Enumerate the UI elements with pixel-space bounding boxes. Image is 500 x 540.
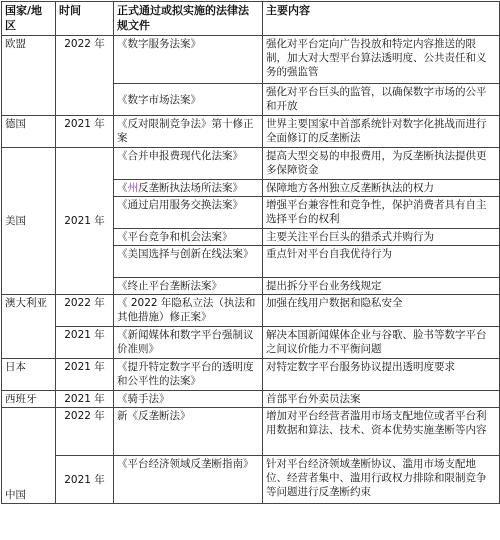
law-us-2-post: 反垄断执法场所法案》 — [138, 182, 243, 194]
year-de: 2021 年 — [56, 116, 114, 148]
content-au-1: 加强在线用户数据和隐私安全 — [263, 295, 500, 327]
law-us-3: 《通过启用服务交换法案》 — [114, 197, 263, 229]
table-row — [2, 295, 500, 327]
law-us-4: 《平台竞争和机会法案》 — [114, 229, 263, 246]
country-de: 德国 — [2, 116, 56, 148]
law-us-2-highlight: 州 — [127, 182, 138, 194]
year-cn-2: 2021 年 — [56, 456, 114, 504]
country-us: 美国 — [2, 148, 56, 295]
content-de: 世界主要国家中首部系统针对数字化挑战而进行全面修订的反垄断法 — [263, 116, 500, 148]
table-row — [2, 116, 500, 148]
law-us-5: 《美国选择与创新在线法案》 — [114, 246, 263, 278]
content-us-2: 保障地方各州独立反垄断执法的权力 — [263, 180, 500, 197]
country-jp: 日本 — [2, 359, 56, 391]
content-us-3: 增强平台兼容性和竞争性，保护消费者具有自主选择平台的权利 — [263, 197, 500, 229]
content-eu-dsa: 强化对平台定向广告投放和特定内容推送的限制，加大对大型平台算法透明度、公共责任和义务的强监管 — [263, 36, 500, 84]
law-au-1: 《 2022 年隐私立法（执法和其他措施）修正案》 — [114, 295, 263, 327]
law-cn-2: 《平台经济领域反垄断指南》 — [114, 456, 263, 504]
law-de: 《反对限制竞争法》第十修正案 — [114, 116, 263, 148]
country-au: 澳大利亚 — [2, 295, 56, 359]
header-laws: 正式通过或拟实施的法律法规文件 — [114, 2, 263, 36]
table-row — [2, 148, 500, 180]
year-au-2: 2021 年 — [56, 327, 114, 359]
table-row — [2, 36, 500, 84]
content-au-2: 解决本国新闻媒体企业与谷歌、脸书等数字平台之间议价能力不平衡问题 — [263, 327, 500, 359]
content-jp: 对特定数字平台服务协议提出透明度要求 — [263, 359, 500, 391]
law-us-6: 《终止平台垄断法案》 — [114, 278, 263, 295]
header-time: 时间 — [56, 2, 114, 36]
header-content: 主要内容 — [263, 2, 500, 36]
law-us-2 — [114, 180, 263, 197]
platform-regulation-table — [1, 1, 500, 504]
country-es: 西班牙 — [2, 391, 56, 408]
year-au-1: 2022 年 — [56, 295, 114, 327]
year-eu: 2022 年 — [56, 36, 114, 116]
law-eu-dma: 《数字市场法案》 — [114, 84, 263, 116]
year-cn-1: 2022 年 — [56, 408, 114, 456]
country-eu: 欧盟 — [2, 36, 56, 116]
table-row — [2, 391, 500, 408]
header-row — [2, 2, 500, 36]
content-us-1: 提高大型交易的申报费用，为反垄断执法提供更多保障资金 — [263, 148, 500, 180]
content-cn-1: 增加对平台经营者滥用市场支配地位或者平台利用数据和算法、技术、资本优势实施垄断等内容 — [263, 408, 500, 456]
country-cn: 中国 — [2, 408, 56, 504]
content-es: 首部平台外卖员法案 — [263, 391, 500, 408]
header-country: 国家/地区 — [2, 2, 56, 36]
law-cn-1: 新《反垄断法》 — [114, 408, 263, 456]
law-es: 《骑手法》 — [114, 391, 263, 408]
table-row — [2, 408, 500, 456]
content-us-4: 主要关注平台巨头的猎杀式并购行为 — [263, 229, 500, 246]
content-us-6: 提出拆分平台业务线规定 — [263, 278, 500, 295]
law-us-1: 《合并申报费现代化法案》 — [114, 148, 263, 180]
content-us-5: 重点针对平台自我优待行为 — [263, 246, 500, 278]
law-us-2-pre: 《 — [117, 182, 128, 194]
year-jp: 2021 年 — [56, 359, 114, 391]
law-eu-dsa: 《数字服务法案》 — [114, 36, 263, 84]
content-eu-dma: 强化对平台巨头的监管，以确保数字市场的公平和开放 — [263, 84, 500, 116]
law-au-2: 《新闻媒体和数字平台强制议价准则》 — [114, 327, 263, 359]
law-jp: 《提升特定数字平台的透明度和公平性的法案》 — [114, 359, 263, 391]
table-row — [2, 359, 500, 391]
year-es: 2021 年 — [56, 391, 114, 408]
table-row — [2, 327, 500, 359]
content-cn-2: 针对平台经济领域垄断协议、滥用市场支配地位、经营者集中、滥用行政权力排除和限制竞争等问题进行反垄断约束 — [263, 456, 500, 504]
table-row — [2, 456, 500, 504]
year-us: 2021 年 — [56, 148, 114, 295]
